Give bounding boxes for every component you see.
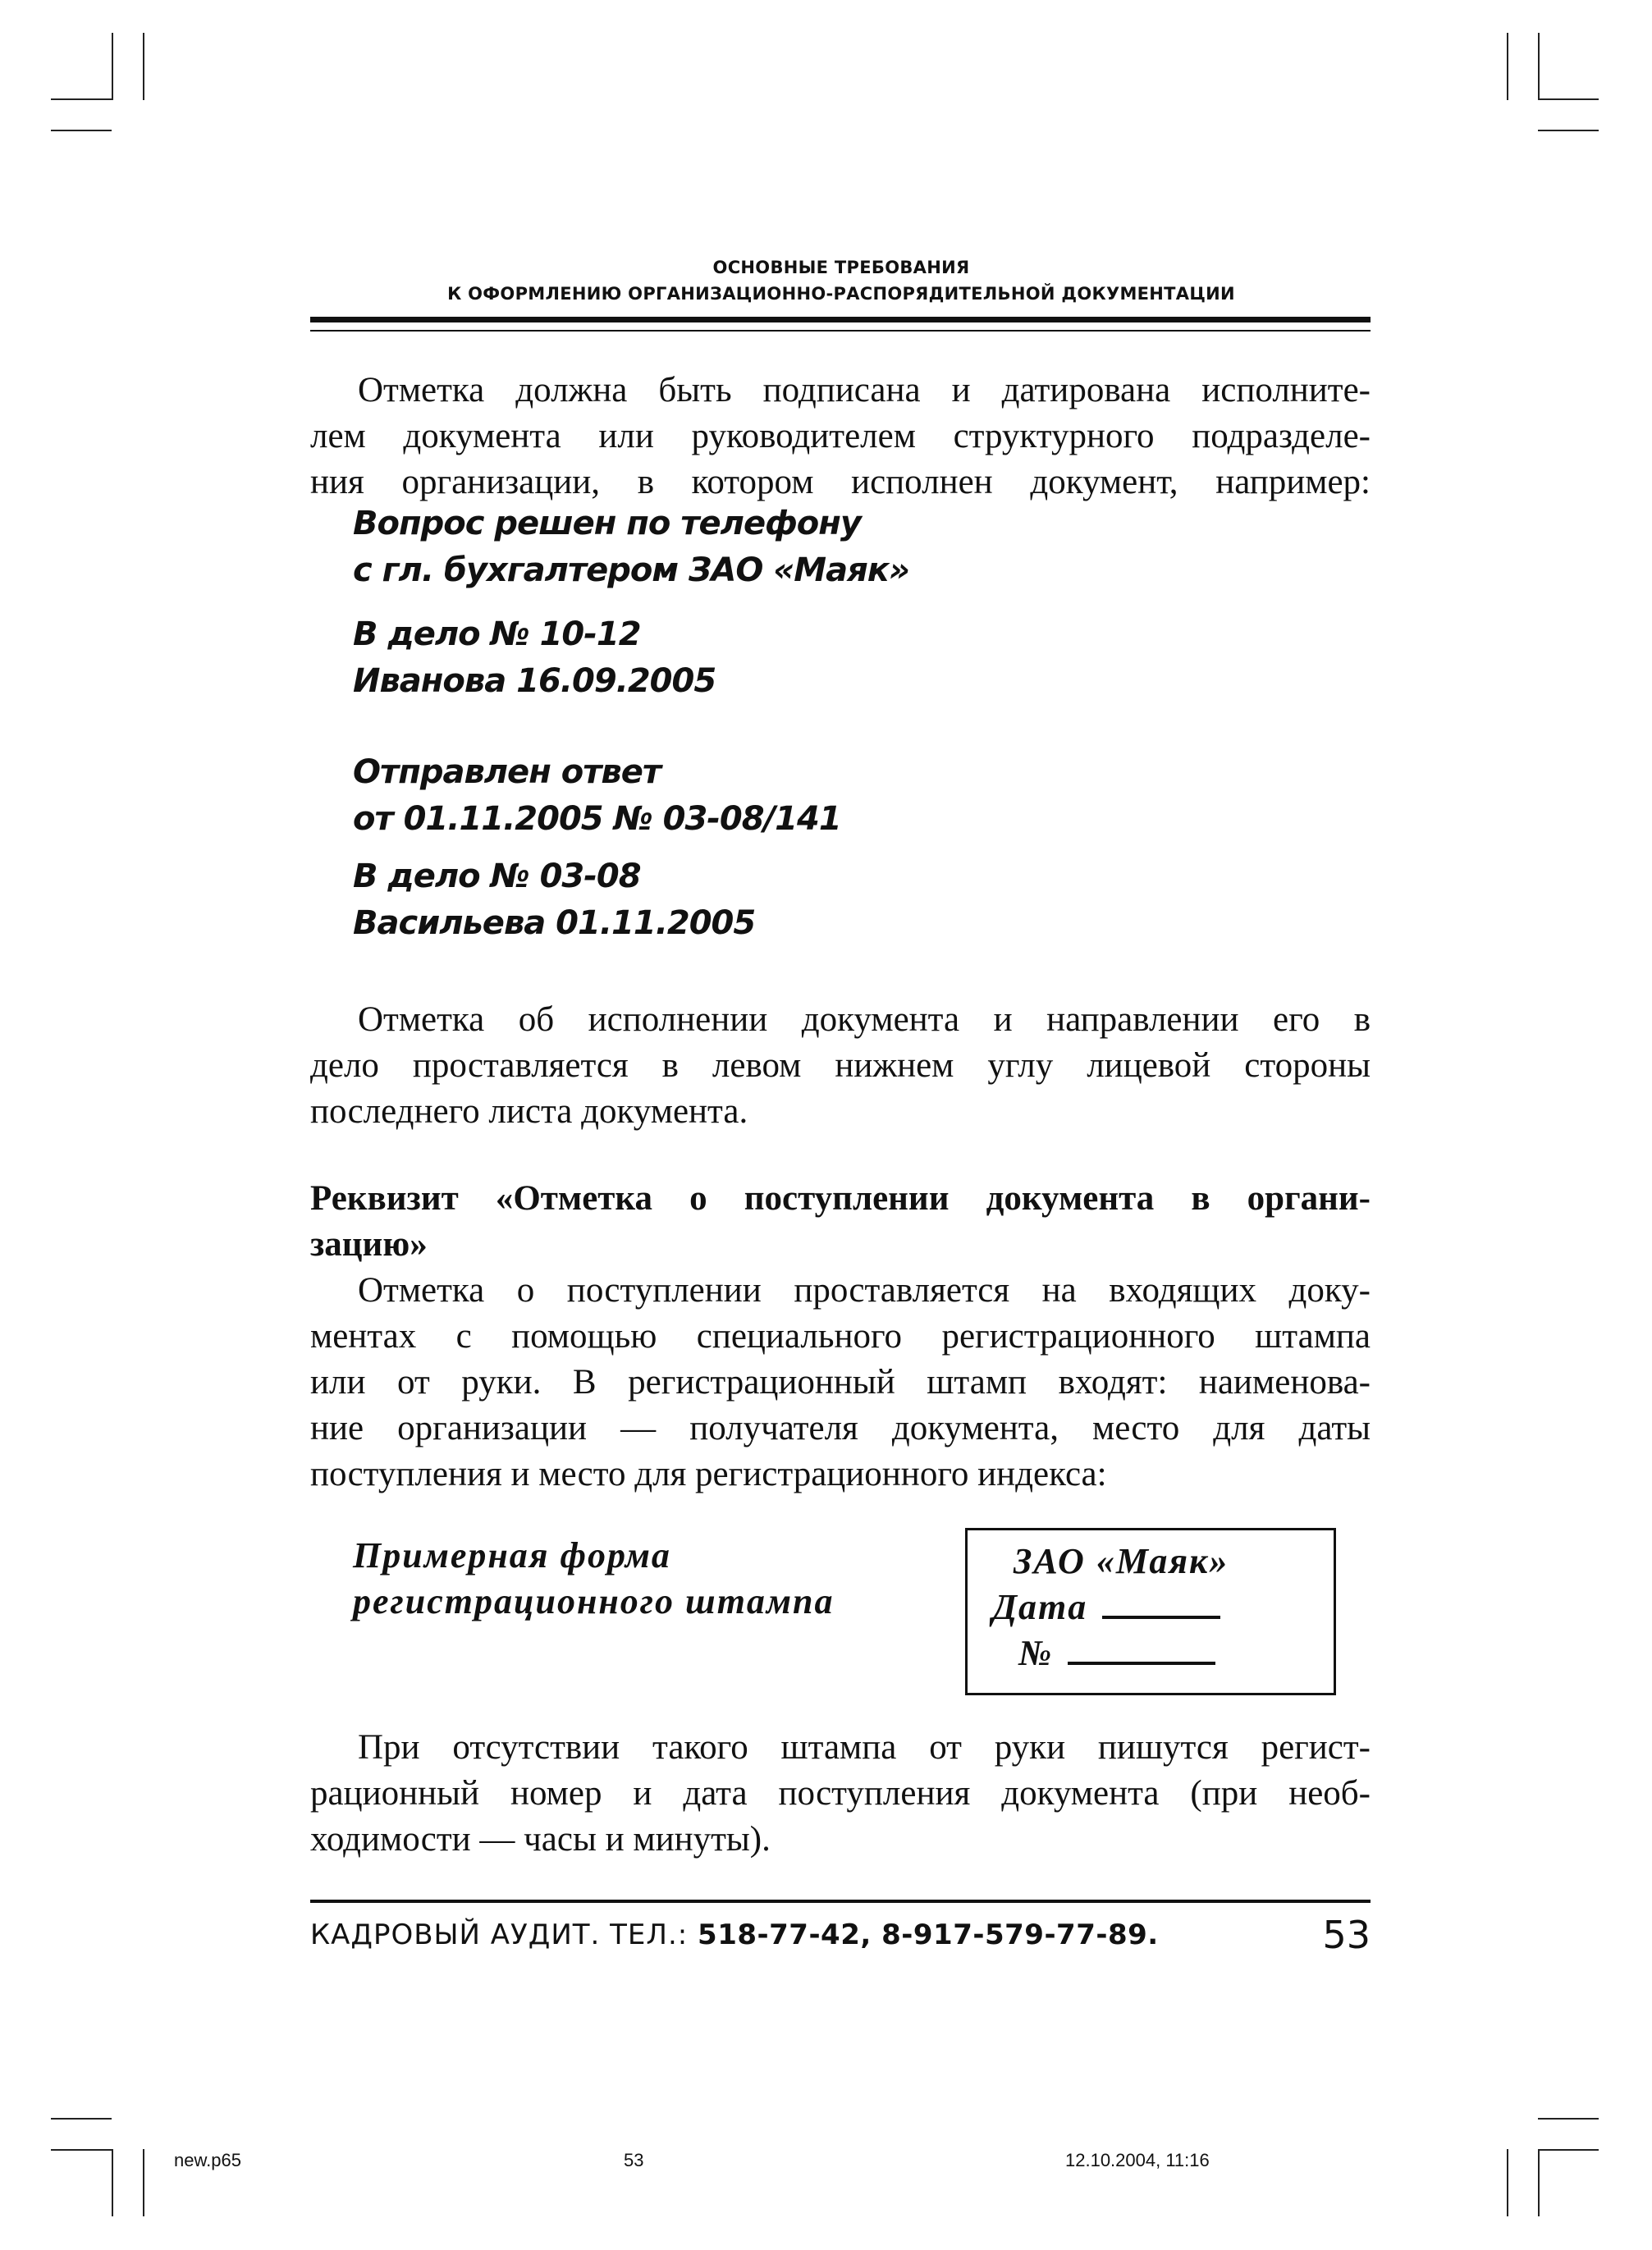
stamp-number-row bbox=[1018, 1629, 1215, 1676]
crop-mark bbox=[143, 2149, 144, 2216]
text-line: ние организации — получателя документа, место для даты bbox=[310, 1409, 1371, 1447]
stamp-organization: ЗАО «Маяк» bbox=[1014, 1541, 1229, 1581]
paragraph bbox=[310, 1268, 1371, 1498]
header-rule bbox=[310, 330, 1371, 332]
text-line: Васильева 01.11.2005 bbox=[353, 904, 756, 942]
text-line: последнего листа документа. bbox=[310, 1092, 748, 1131]
crop-mark bbox=[143, 33, 144, 100]
text-line: Вопрос решен по телефону bbox=[353, 505, 861, 542]
text-line: от 01.11.2005 № 03-08/141 bbox=[353, 800, 841, 838]
stamp-date-blank bbox=[1102, 1583, 1220, 1619]
text-line: В дело № 03-08 bbox=[353, 857, 641, 895]
text-line: Отметка о поступлении проставляется на входящих доку- bbox=[358, 1271, 1371, 1310]
intro-paragraph bbox=[310, 368, 1371, 505]
stamp-number-blank bbox=[1068, 1629, 1215, 1665]
footer-rule bbox=[310, 1900, 1371, 1903]
text-line: ходимости — часы и минуты). bbox=[310, 1820, 771, 1859]
text-line: зацию» bbox=[310, 1225, 428, 1264]
stamp-date-label: Дата bbox=[992, 1587, 1088, 1627]
header-line-2: К ОФОРМЛЕНИЮ ОРГАНИЗАЦИОННО-РАСПОРЯДИТЕЛЬНОЙ ДОКУМЕНТАЦИИ bbox=[447, 284, 1235, 304]
footer-phones: 518-77-42, 8-917-579-77-89. bbox=[698, 1918, 1159, 1951]
text-line: с гл. бухгалтером ЗАО «Маяк» bbox=[353, 551, 909, 589]
running-header bbox=[312, 254, 1371, 307]
page-number: 53 bbox=[1322, 1913, 1371, 1957]
stamp-number-label: № bbox=[1018, 1633, 1054, 1673]
crop-mark bbox=[112, 2149, 113, 2216]
text-line: Отметка об исполнении документа и направлении его в bbox=[358, 1000, 1371, 1039]
crop-mark bbox=[1507, 2149, 1508, 2216]
form-caption bbox=[353, 1533, 835, 1625]
text-line: ментах с помощью специального регистрационного штампа bbox=[310, 1317, 1371, 1356]
crop-mark bbox=[51, 2118, 112, 2120]
text-line: Примерная форма bbox=[353, 1535, 671, 1575]
text-line: Отправлен ответ bbox=[353, 753, 661, 791]
crop-mark bbox=[1538, 2118, 1599, 2120]
footer-label: КАДРОВЫЙ АУДИТ. ТЕЛ.: bbox=[310, 1918, 689, 1951]
crop-mark bbox=[51, 98, 112, 100]
stamp-date-row bbox=[992, 1583, 1220, 1630]
crop-mark bbox=[1538, 2149, 1540, 2216]
text-line: ния организации, в котором исполнен документ, например: bbox=[310, 463, 1371, 501]
text-line: При отсутствии такого штампа от руки пишутся регист- bbox=[358, 1728, 1371, 1767]
crop-mark bbox=[51, 2149, 112, 2151]
footer-contact bbox=[310, 1914, 1159, 1955]
crop-mark bbox=[1538, 98, 1599, 100]
crop-mark bbox=[112, 33, 113, 100]
text-line: В дело № 10-12 bbox=[353, 615, 641, 653]
handwritten-note-1 bbox=[353, 611, 716, 705]
slug-page: 53 bbox=[624, 2150, 644, 2170]
text-line: лем документа или руководителем структурного подразделе- bbox=[310, 417, 1371, 455]
crop-mark bbox=[1538, 2149, 1599, 2151]
registration-stamp bbox=[965, 1528, 1336, 1695]
text-line: Реквизит «Отметка о поступлении документа в органи- bbox=[310, 1179, 1371, 1218]
paragraph bbox=[310, 1725, 1371, 1863]
crop-mark bbox=[51, 130, 112, 131]
section-heading bbox=[310, 1176, 1371, 1268]
handwritten-example-1 bbox=[353, 501, 909, 594]
header-line-1: ОСНОВНЫЕ ТРЕБОВАНИЯ bbox=[712, 258, 970, 277]
crop-mark bbox=[1538, 130, 1599, 131]
text-line: регистрационного штампа bbox=[353, 1581, 835, 1621]
text-line: дело проставляется в левом нижнем углу лицевой стороны bbox=[310, 1046, 1371, 1085]
crop-mark bbox=[1507, 33, 1508, 100]
handwritten-example-2 bbox=[353, 749, 841, 843]
crop-mark bbox=[1538, 33, 1540, 100]
header-rule bbox=[310, 317, 1371, 322]
slug-datetime: 12.10.2004, 11:16 bbox=[1065, 2150, 1210, 2170]
text-line: рационный номер и дата поступления документа (при необ- bbox=[310, 1774, 1371, 1813]
text-line: Иванова 16.09.2005 bbox=[353, 662, 716, 700]
handwritten-note-2 bbox=[353, 853, 755, 947]
text-line: поступления и место для регистрационного индекса: bbox=[310, 1455, 1107, 1493]
paragraph bbox=[310, 997, 1371, 1135]
text-line: или от руки. В регистрационный штамп входят: наименова- bbox=[310, 1363, 1371, 1402]
text-line: Отметка должна быть подписана и датирована исполните- bbox=[358, 371, 1371, 409]
slug-file: new.p65 bbox=[174, 2150, 241, 2170]
